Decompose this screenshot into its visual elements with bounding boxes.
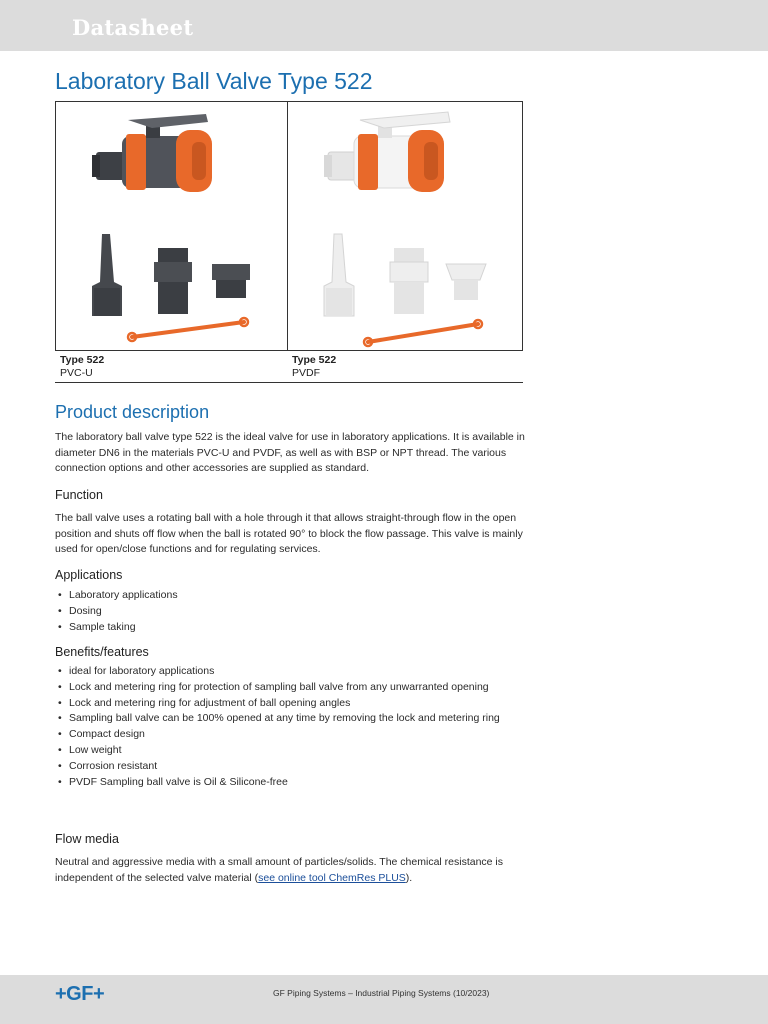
caption-type: Type 522 (292, 354, 337, 366)
caption-material: PVC-U (60, 367, 93, 379)
pvdf-product-image (288, 102, 519, 350)
page-title: Laboratory Ball Valve Type 522 (55, 68, 373, 94)
product-description-text: The laboratory ball valve type 522 is the ideal valve for use in laboratory applications. It is available in diameter DN6 in the materials PVC-U and PVDF, as well as with BSP or NPT thread. The various connection options and other accessories are supplied as standard. (55, 431, 525, 475)
caption-pvdf (292, 354, 336, 380)
product-description-heading: Product description (55, 402, 210, 422)
list-item: • Sample taking (55, 620, 525, 636)
list-item: • PVDF Sampling ball valve is Oil & Silicone-free (55, 775, 525, 791)
list-item: • Low weight (55, 743, 525, 759)
list-item: • Dosing (55, 604, 525, 620)
figure-captions (55, 354, 523, 383)
caption-pvc-u (60, 354, 104, 380)
list-item: • Compact design (55, 727, 525, 743)
caption-type: Type 522 (60, 354, 105, 366)
header-bar (0, 0, 768, 51)
product-images-box (55, 101, 523, 351)
footer-bar (0, 975, 768, 1024)
pvc-u-product-image (56, 102, 287, 350)
fittings-pvc-icon (92, 234, 250, 316)
list-item: • Lock and metering ring for protection of sampling ball valve from any unwarranted opening (55, 680, 525, 696)
fittings-pvdf-icon (324, 234, 486, 316)
flow-media-heading: Flow media (55, 832, 119, 846)
list-item: • Sampling ball valve can be 100% opened at any time by removing the lock and metering ring (55, 711, 525, 727)
function-text: The ball valve uses a rotating ball with a hole through it that allows straight-through flow in the open position and shuts off flow when the ball is rotated 90° to block the flow passage. This valve is mainly used for open/close functions and for regulating services. (55, 512, 523, 556)
chemres-plus-link[interactable]: see online tool ChemRes PLUS (258, 871, 406, 884)
footer-text: GF Piping Systems – Industrial Piping Systems (10/2023) (273, 988, 490, 998)
list-item: • ideal for laboratory applications (55, 664, 525, 680)
datasheet-label: Datasheet (72, 15, 194, 40)
flow-media-text (55, 855, 525, 886)
function-heading: Function (55, 488, 103, 502)
metering-ring-icon (364, 320, 482, 346)
ball-valve-pvc-icon (92, 114, 212, 192)
benefits-list (55, 664, 525, 790)
caption-material: PVDF (292, 367, 321, 379)
ball-valve-pvdf-icon (324, 112, 450, 192)
list-item: • Lock and metering ring for adjustment of ball opening angles (55, 696, 525, 712)
benefits-heading: Benefits/features (55, 645, 149, 659)
applications-heading: Applications (55, 568, 123, 582)
flow-media-text-after: ). (405, 871, 413, 884)
metering-ring-icon (128, 318, 248, 341)
list-item: • Corrosion resistant (55, 759, 525, 775)
gf-logo: +GF+ (55, 983, 105, 1005)
applications-list (55, 588, 525, 635)
list-item: • Laboratory applications (55, 588, 525, 604)
flow-media-text-before: Neutral and aggressive media with a small amount of particles/solids. The chemical resistance is independent of the selected valve material ( (55, 856, 504, 884)
